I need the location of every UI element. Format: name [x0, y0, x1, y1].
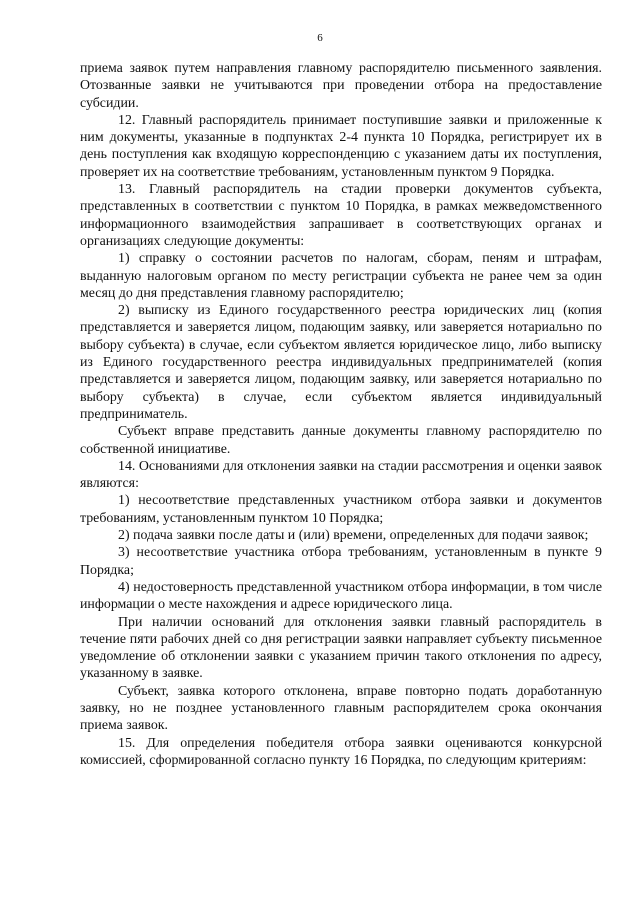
- paragraph-rejection-notice: При наличии оснований для отклонения заявки главный распорядитель в течение пяти рабочих дней со дня регистрации заявки направляет субъекту письменное уведомление об отклонении заявки с указанием причин такого отклонения по адресу, указанному в заявке.: [80, 614, 602, 682]
- paragraph-subject-right: Субъект вправе представить данные документы главному распорядителю по собственной инициативе.: [80, 424, 602, 457]
- paragraph-continuation: приема заявок путем направления главному распорядителю письменного заявления. Отозванные заявки не учитываются при проведении отбора на предоставление субсидии.: [80, 61, 602, 111]
- paragraph-subitem-13-1: 1) справку о состоянии расчетов по налогам, сборам, пеням и штрафам, выданную налоговым органом по месту регистрации субъекта не ранее чем за один месяц до дня представления главному распорядителю;: [80, 251, 602, 301]
- paragraph-subitem-13-2: 2) выписку из Единого государственного реестра юридических лиц (копия представляется и заверяется лицом, подающим заявку, или заверяется нотариально по выбору субъекта) в случае, если субъектом является юридическое лицо, либо выписку из Единого государственного реестра индивидуальных предпринимателей (копия представляется и заверяется лицом, подающим заявку, или заверяется нотариально по выбору субъекта) в случае, если субъектом является индивидуальный предприниматель.: [80, 303, 602, 422]
- paragraph-subitem-14-3: 3) несоответствие участника отбора требованиям, установленным в пункте 9 Порядка;: [80, 545, 602, 578]
- paragraph-subitem-14-2: 2) подача заявки после даты и (или) времени, определенных для подачи заявок;: [118, 528, 589, 544]
- paragraph-item-13: 13. Главный распорядитель на стадии проверки документов субъекта, представленных в соответствии с пунктом 10 Порядка, в рамках межведомственного информационного взаимодействия запрашивает в соответствующих органах и организациях следующие документы:: [80, 182, 602, 249]
- paragraph-item-14: 14. Основаниями для отклонения заявки на стадии рассмотрения и оценки заявок являются:: [80, 458, 602, 492]
- paragraph-subitem-14-4: 4) недостоверность представленной участником отбора информации, в том числе информации о месте нахождения и адресе юридического лица.: [80, 579, 602, 613]
- paragraph-item-15: 15. Для определения победителя отбора заявки оцениваются конкурсной комиссией, сформированной согласно пункту 16 Порядка, по следующим критериям:: [80, 735, 602, 768]
- page-number: 6: [317, 32, 323, 44]
- paragraph-item-12: 12. Главный распорядитель принимает поступившие заявки и приложенные к ним документы, указанные в подпунктах 2-4 пункта 10 Порядка, регистрирует их в день поступления как входящую корреспонденцию с указанием даты их поступления, проверяет их на соответствие требованиям, установленным пунктом 9 Порядка.: [80, 112, 602, 180]
- document-body: [80, 60, 602, 769]
- paragraph-subitem-14-1: 1) несоответствие представленных участником отбора заявки и документов требованиям, установленным пунктом 10 Порядка;: [80, 493, 602, 526]
- paragraph-resubmission: Субъект, заявка которого отклонена, вправе повторно подать доработанную заявку, но не позднее установленного главным распорядителем срока окончания приема заявок.: [80, 683, 602, 734]
